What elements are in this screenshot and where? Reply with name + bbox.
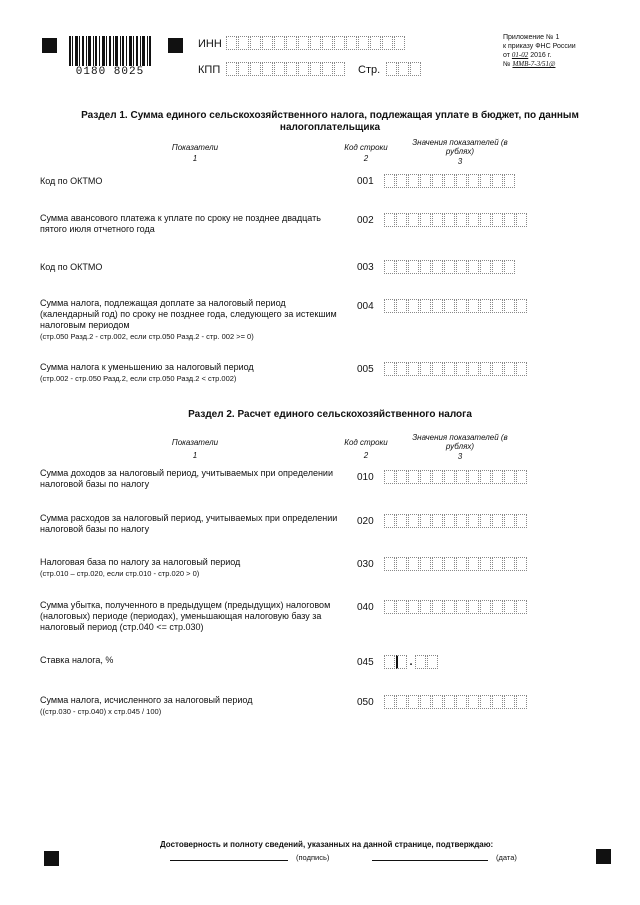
registration-marker-top-right — [168, 38, 183, 53]
row-004-value-field[interactable] — [384, 299, 528, 313]
appendix-handwritten-number: ММВ-7-3/51@ — [512, 60, 556, 68]
row-003-text: Код по ОКТМО — [40, 262, 103, 272]
row-050-text: Сумма налога, исчисленного за налоговый период — [40, 695, 253, 705]
section1-col-num1: 1 — [192, 154, 198, 163]
inn-field[interactable] — [226, 36, 406, 50]
indicator-row-030-label — [40, 557, 340, 579]
row-040-code: 040 — [357, 602, 374, 613]
row-020-code: 020 — [357, 516, 374, 527]
appendix-number-prefix: № — [503, 61, 511, 68]
row-030-note: (стр.010 – стр.020, если стр.010 - стр.020 > 0) — [40, 569, 200, 578]
row-010-code: 010 — [357, 472, 374, 483]
section2-col-values: Значения показателей (в рублях) — [412, 433, 508, 451]
indicator-row-045-label — [40, 655, 340, 666]
appendix-note — [503, 33, 576, 69]
section1-col-code: Код строки — [344, 143, 388, 152]
indicator-row-020-label — [40, 513, 340, 535]
section2-col-code: Код строки — [344, 438, 388, 447]
row-001-code: 001 — [357, 176, 374, 187]
row-045-text: Ставка налога, % — [40, 655, 114, 665]
kpp-label: КПП — [198, 64, 221, 76]
confirmation-text: Достоверность и полноту сведений, указанных на данной странице, подтверждаю: — [160, 840, 494, 849]
row-004-note: (стр.050 Разд.2 - стр.002, если стр.050 Разд.2 - стр. 002 >= 0) — [40, 332, 254, 341]
row-040-value-field[interactable] — [384, 600, 528, 614]
row-020-value-field[interactable] — [384, 514, 528, 528]
row-045-code: 045 — [357, 657, 374, 668]
inn-label: ИНН — [198, 38, 222, 50]
section2-col-num3: 3 — [457, 452, 463, 461]
row-050-note: ((стр.030 - стр.040) х стр.045 / 100) — [40, 707, 162, 716]
section1-col-num2: 2 — [363, 154, 369, 163]
row-030-text: Налоговая база по налогу за налоговый период — [40, 557, 241, 567]
appendix-year: 2016 г. — [530, 52, 552, 59]
kpp-field[interactable] — [226, 62, 346, 76]
date-label: (дата) — [496, 853, 517, 862]
appendix-line3 — [503, 51, 576, 60]
section2-col-indicators: Показатели — [171, 438, 219, 447]
appendix-handwritten-date: 01-02 — [511, 51, 529, 59]
indicator-row-004-label — [40, 298, 340, 342]
section1-col-values: Значения показателей (в рублях) — [412, 138, 508, 156]
signature-label: (подпись) — [296, 853, 330, 862]
row-004-text: Сумма налога, подлежащая доплате за налоговый период (календарный год) по сроку не позднее года, следующего за истекшим налоговым периодом — [40, 298, 337, 330]
row-005-note: (стр.002 - стр.050 Разд.2, если стр.050 Разд.2 < стр.002) — [40, 374, 237, 383]
row-040-text: Сумма убытка, полученного в предыдущем (предыдущих) налоговом (налоговых) периоде (периодах), уменьшающая налоговую базу за налоговый период (стр.040 <= стр.030) — [40, 600, 331, 632]
section2-col-num1: 1 — [192, 451, 198, 460]
signature-line[interactable] — [170, 860, 288, 861]
row-050-value-field[interactable] — [384, 695, 528, 709]
row-045-value-field[interactable] — [384, 655, 439, 669]
page-label: Стр. — [358, 64, 381, 76]
indicator-row-001-label — [40, 176, 340, 187]
section1-col-indicators: Показатели — [171, 143, 219, 152]
registration-marker-top-left — [42, 38, 57, 53]
indicator-row-050-label — [40, 695, 340, 717]
date-line[interactable] — [372, 860, 488, 861]
row-004-code: 004 — [357, 301, 374, 312]
appendix-line4 — [503, 60, 576, 69]
registration-marker-bottom-left — [44, 851, 59, 866]
section1-title: Раздел 1. Сумма единого сельскохозяйственного налога, подлежащая уплате в бюджет, по данным налогоплательщика — [81, 110, 579, 133]
registration-marker-bottom-right — [596, 849, 611, 864]
barcode-number: 0180 8025 — [75, 66, 145, 78]
row-010-text: Сумма доходов за налоговый период, учитываемых при определении налоговой базы по налогу — [40, 468, 333, 489]
row-020-text: Сумма расходов за налоговый период, учитываемых при определении налоговой базы по налогу — [40, 513, 338, 534]
row-001-value-field[interactable] — [384, 174, 516, 188]
indicator-row-010-label — [40, 468, 340, 490]
barcode-icon — [69, 34, 151, 68]
appendix-line2: к приказу ФНС России — [503, 43, 576, 50]
row-005-value-field[interactable] — [384, 362, 528, 376]
row-003-code: 003 — [357, 262, 374, 273]
decimal-separator-icon: . — [409, 656, 413, 668]
section2-title: Раздел 2. Расчет единого сельскохозяйственного налога — [188, 409, 472, 420]
row-005-code: 005 — [357, 364, 374, 375]
row-030-value-field[interactable] — [384, 557, 528, 571]
row-001-text: Код по ОКТМО — [40, 176, 103, 186]
row-030-code: 030 — [357, 559, 374, 570]
indicator-row-040-label — [40, 600, 340, 633]
row-005-text: Сумма налога к уменьшению за налоговый период — [40, 362, 254, 372]
appendix-date-prefix: от — [503, 52, 510, 59]
row-002-code: 002 — [357, 215, 374, 226]
row-002-value-field[interactable] — [384, 213, 528, 227]
row-003-value-field[interactable] — [384, 260, 516, 274]
indicator-row-005-label — [40, 362, 340, 384]
appendix-line1: Приложение № 1 — [503, 34, 560, 41]
section1-col-num3: 3 — [457, 157, 463, 166]
row-050-code: 050 — [357, 697, 374, 708]
row-002-text: Сумма авансового платежа к уплате по сроку не позднее двадцать пятого июля отчетного года — [40, 213, 321, 234]
row-010-value-field[interactable] — [384, 470, 528, 484]
indicator-row-003-label — [40, 262, 340, 273]
indicator-row-002-label — [40, 213, 340, 235]
page-number-field[interactable] — [386, 62, 422, 76]
section2-col-num2: 2 — [363, 451, 369, 460]
